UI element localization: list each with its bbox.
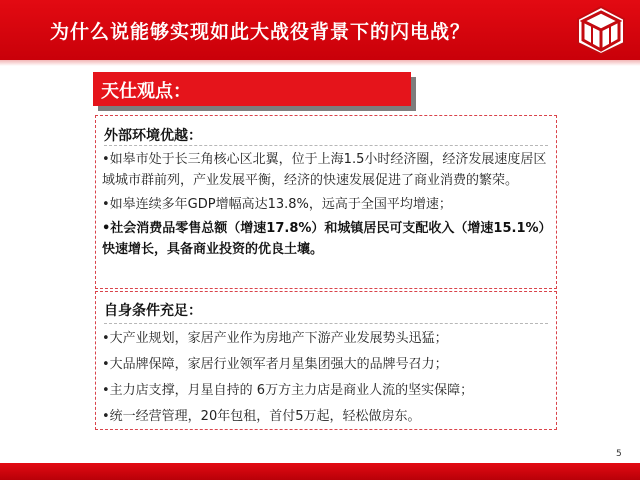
- subtitle-text: 天仕观点：: [101, 81, 191, 102]
- list-item: •如皋市处于长三角核心区北翼，位于上海1.5小时经济圈，经济发展速度居区域城市群前列，产业发展平衡，经济的快速发展促进了商业消费的繁荣。: [102, 152, 547, 188]
- section-heading: 自身条件充足：: [104, 303, 202, 319]
- section-items: [102, 149, 548, 263]
- page-number: 5: [616, 449, 622, 459]
- list-item: •大产业规划，家居产业作为房地产下游产业发展势头迅猛；: [102, 331, 448, 346]
- list-item: •统一经营管理，20年包租，首付5万起，轻松做房东。: [102, 409, 421, 424]
- list-item: •如皋连续多年GDP增幅高达13.8%，远高于全国平均增速；: [102, 197, 452, 212]
- list-item: •社会消费品零售总额（增速17.8%）和城镇居民可支配收入（增速15.1%）快速增长，具备商业投资的优良土壤。: [102, 221, 546, 257]
- section-items: [102, 328, 548, 432]
- footer-bar: [0, 463, 640, 480]
- own-conditions-panel: [95, 291, 557, 430]
- external-environment-panel: [95, 115, 557, 289]
- cube-logo-icon: [574, 4, 628, 56]
- header-bar: [0, 0, 640, 60]
- slide-title: 为什么说能够实现如此大战役背景下的闪电战？: [50, 21, 471, 43]
- section-heading: 外部环境优越：: [104, 128, 202, 144]
- header-divider: [0, 60, 640, 66]
- list-item: •大品牌保障，家居行业领军者月星集团强大的品牌号召力；: [102, 357, 448, 372]
- subtitle-banner: [93, 72, 411, 106]
- section-divider: [104, 323, 548, 324]
- section-divider: [104, 145, 548, 146]
- list-item: •主力店支撑，月星自持的 6万方主力店是商业人流的坚实保障；: [102, 383, 474, 398]
